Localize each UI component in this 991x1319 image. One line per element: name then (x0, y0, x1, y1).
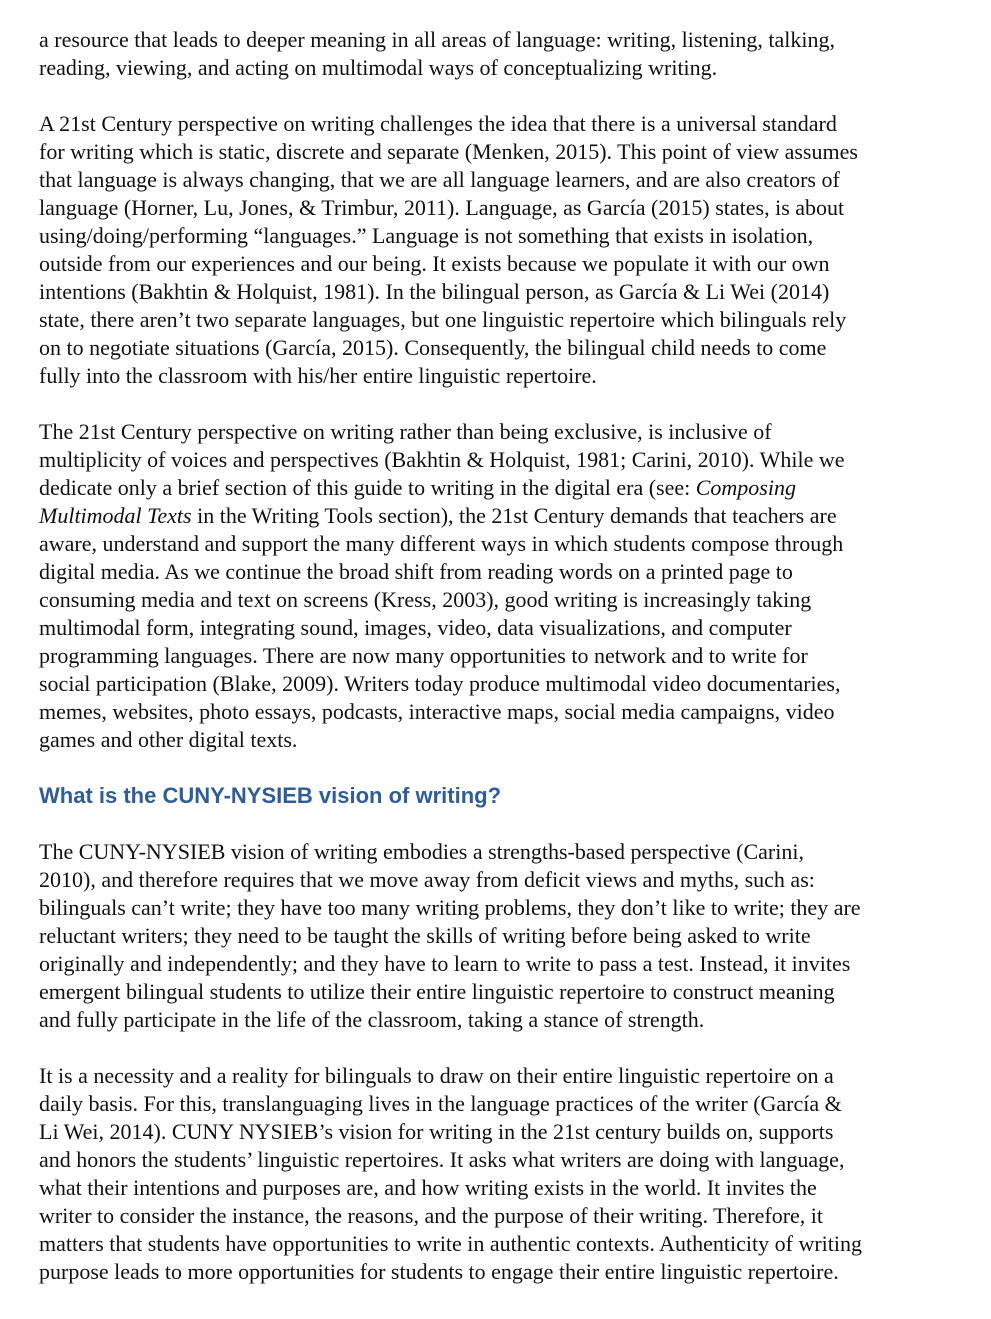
text-line: state, there aren’t two separate languages, but one linguistic repertoire which bilinguals rely (39, 307, 847, 332)
text-line: The CUNY-NYSIEB vision of writing embodies a strengths-based perspective (Carini, (39, 839, 804, 864)
text-line: memes, websites, photo essays, podcasts, interactive maps, social media campaigns, video (39, 699, 835, 724)
text-line: on to negotiate situations (García, 2015). Consequently, the bilingual child needs to come (39, 335, 827, 360)
text-line: that language is always changing, that we are all language learners, and are also creators of (39, 167, 840, 192)
text-line: multiplicity of voices and perspectives (Bakhtin & Holquist, 1981; Carini, 2010). While we (39, 447, 845, 472)
text-line: fully into the classroom with his/her entire linguistic repertoire. (39, 363, 597, 388)
paragraph-4 (39, 838, 959, 1034)
text-run: in the Writing Tools section), the 21st Century demands that teachers are (191, 503, 837, 528)
text-line: games and other digital texts. (39, 727, 298, 752)
section-heading: What is the CUNY-NYSIEB vision of writing? (39, 783, 502, 808)
text-line: bilinguals can’t write; they have too many writing problems, they don’t like to write; they are (39, 895, 861, 920)
text-line: using/doing/performing “languages.” Language is not something that exists in isolation, (39, 223, 814, 248)
text-line: It is a necessity and a reality for bilinguals to draw on their entire linguistic repertoire on a (39, 1063, 834, 1088)
section-reference-italic: Composing (695, 475, 796, 500)
text-line: multimodal form, integrating sound, images, video, data visualizations, and computer (39, 615, 792, 640)
text-line: and honors the students’ linguistic repertoires. It asks what writers are doing with language, (39, 1147, 845, 1172)
text-line: daily basis. For this, translanguaging lives in the language practices of the writer (García & (39, 1091, 842, 1116)
text-line: a resource that leads to deeper meaning in all areas of language: writing, listening, talking, (39, 27, 836, 52)
text-line: matters that students have opportunities to write in authentic contexts. Authenticity of writing (39, 1231, 863, 1256)
text-line: emergent bilingual students to utilize their entire linguistic repertoire to construct meaning (39, 979, 835, 1004)
text-line: writer to consider the instance, the reasons, and the purpose of their writing. Therefore, it (39, 1203, 824, 1228)
text-line: 2010), and therefore requires that we move away from deficit views and myths, such as: (39, 867, 815, 892)
text-line: social participation (Blake, 2009). Writers today produce multimodal video documentaries, (39, 671, 841, 696)
text-run: dedicate only a brief section of this guide to writing in the digital era (see: (39, 475, 696, 500)
text-line: intentions (Bakhtin & Holquist, 1981). In the bilingual person, as García & Li Wei (2014) (39, 279, 830, 304)
text-line: consuming media and text on screens (Kress, 2003), good writing is increasingly taking (39, 587, 812, 612)
text-line: reading, viewing, and acting on multimodal ways of conceptualizing writing. (39, 55, 718, 80)
text-line: aware, understand and support the many different ways in which students compose through (39, 531, 844, 556)
section-reference-italic: Multimodal Texts (39, 503, 192, 528)
document-page (39, 26, 959, 1314)
paragraph-2 (39, 110, 959, 390)
paragraph-3 (39, 418, 959, 754)
text-line: outside from our experiences and our being. It exists because we populate it with our own (39, 251, 830, 276)
text-line: what their intentions and purposes are, and how writing exists in the world. It invites the (39, 1175, 817, 1200)
text-line (39, 474, 959, 502)
text-line: for writing which is static, discrete and separate (Menken, 2015). This point of view assumes (39, 139, 858, 164)
paragraph-5 (39, 1062, 959, 1286)
text-line: digital media. As we continue the broad shift from reading words on a printed page to (39, 559, 793, 584)
text-line: purpose leads to more opportunities for students to engage their entire linguistic repertoire. (39, 1259, 839, 1284)
text-line: Li Wei, 2014). CUNY NYSIEB’s vision for writing in the 21st century builds on, supports (39, 1119, 834, 1144)
text-line: and fully participate in the life of the classroom, taking a stance of strength. (39, 1007, 705, 1032)
text-line: The 21st Century perspective on writing rather than being exclusive, is inclusive of (39, 419, 772, 444)
text-line: originally and independently; and they have to learn to write to pass a test. Instead, it invites (39, 951, 851, 976)
text-line: language (Horner, Lu, Jones, & Trimbur, 2011). Language, as García (2015) states, is about (39, 195, 845, 220)
text-line: programming languages. There are now many opportunities to network and to write for (39, 643, 808, 668)
text-line (39, 502, 959, 530)
paragraph-1 (39, 26, 959, 82)
text-line: reluctant writers; they need to be taught the skills of writing before being asked to write (39, 923, 811, 948)
text-line: A 21st Century perspective on writing challenges the idea that there is a universal standard (39, 111, 837, 136)
